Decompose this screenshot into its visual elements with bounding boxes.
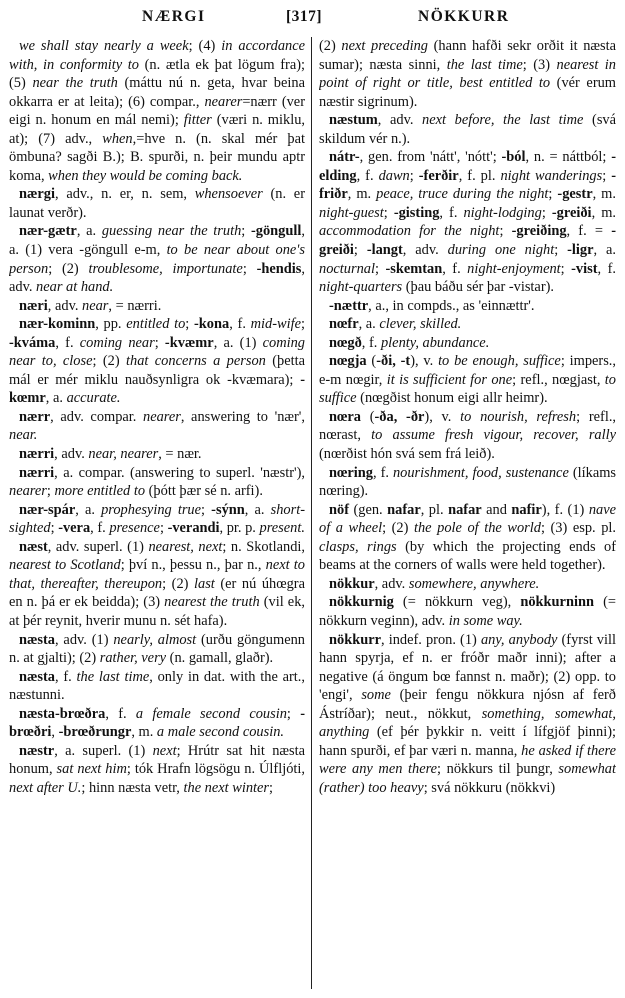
entry-text: , f. [439,204,464,221]
entry-text: , = nær. [158,446,202,463]
entry-text: ), f. (1) [541,501,589,518]
headword: nöf [329,501,349,518]
headword: næri [19,297,48,314]
entry-text: ; [353,242,367,259]
entry-text: ; (3) [522,56,557,73]
gloss-text: to be near about one's person [9,242,305,277]
dictionary-entry [319,408,616,464]
headword: -vist [571,260,598,277]
gloss-text: coming near [79,334,155,351]
dictionary-entry [9,445,305,464]
gloss-text: troublesome, importunate [88,260,243,277]
gloss-text: near the truth [32,75,118,92]
entry-text: ; n. Skotlandi, [222,538,305,555]
entry-text: (urðu göngumenn n. at gjalti); (2) [9,631,305,667]
headword: nærri [19,446,55,463]
dictionary-entry [9,668,305,705]
dictionary-entry [319,297,616,316]
entry-text: ; nökkurs til þungr, [437,761,559,778]
headword: nær-spár [19,501,76,518]
gloss-text: next after U. [9,779,82,796]
dictionary-entry [319,111,616,148]
headword: -ferðir [418,167,459,184]
entry-text: ; refl., nœrast, [319,408,616,444]
gloss-text: nourishment, food, sustenance [392,464,569,481]
entry-text: , f. [372,464,393,481]
headword: nökkurnig [329,594,394,611]
entry-text: , adv. [9,260,305,296]
gloss-text: fitter [183,112,212,129]
headword: næsta [19,668,55,685]
entry-text: (er nú úhœgra en n. þá er ek beidda); (3) [9,575,305,611]
entry-text: , adv. compar. [50,408,143,425]
headword: -ligr [567,242,594,259]
gloss-text: something, somewhat, anything [319,705,616,741]
entry-text: , f. [90,520,110,537]
dictionary-entry [9,538,305,631]
entry-text: ; tók Hrafn lögsögu n. Úlfljóti, [126,761,305,778]
headword: -greiði [551,204,592,221]
entry-text: , adv. [54,446,89,463]
gloss-text: short-sighted [9,501,305,537]
headword: nærri [19,464,55,481]
gloss-text: nearest to Scotland [9,557,121,574]
headword: nær-gætr [19,223,77,240]
gloss-text: night-lodging [463,204,542,221]
headword: næstr [19,742,55,759]
entry-text: ; (2) [48,260,89,277]
entry-text: , answering to 'nær', [180,408,305,425]
gloss-text: to be enough, suffice [438,353,561,370]
gloss-text: he asked if there were any men there [319,742,616,778]
dictionary-entry [319,575,616,594]
entry-text: , f. [105,705,136,722]
headword: nœra [329,408,361,425]
headword: nœgð [329,334,362,351]
gloss-text: accurate. [66,390,121,407]
entry-text: (fyrst vill hann spyrja, ef n. er fróðr maðr inni); after a negative (á öngum bœ fannst n. maðr); (2) opp. to 'engi', [319,631,616,704]
entry-text: ; [383,204,394,221]
page-number: [317] [286,8,323,25]
entry-text: , f. [54,668,77,685]
entry-text: ; refl., nœgjast, [512,371,605,388]
header-last-word: NÖKKURR [418,8,510,25]
gloss-text: to assume fresh vigour, recover, rally [371,427,616,444]
gloss-text: nearer [9,483,47,500]
entry-text: , adv., n. er, n. sem, [54,186,195,203]
entry-text: , m. [591,204,616,221]
entry-text: , adv. [377,112,423,129]
right-column [319,37,616,992]
page-header [0,0,625,34]
gloss-text: mid-wife [250,316,301,333]
entry-text: ; [241,223,251,240]
gloss-text: presence [109,520,160,537]
column-divider [311,37,312,989]
entry-text: ; [602,167,612,184]
headword: -nættr [329,297,369,314]
dictionary-entry [9,742,305,798]
entry-text: , [51,724,59,741]
entry-text: , a. compar. (answering to superl. 'næstr'), [54,464,305,481]
gloss-text: any, anybody [480,631,558,648]
headword: -göngull [251,223,302,240]
entry-text: ; [560,260,572,277]
headword: -ða, -ðr [374,408,425,425]
entry-text: ; [548,186,558,203]
dictionary-entry [319,464,616,501]
entry-text: , a. [244,501,271,518]
entry-text: , pr. p. [219,520,260,537]
entry-text: (máttu nú n. geta, hvar beina okkarra er at leita); (6) compar., [9,75,305,110]
entry-text: , only in dat. with the art., næstunni. [9,668,305,704]
gloss-text: when they would be coming back. [48,167,243,184]
headword: -elding [319,149,616,184]
entry-text: (þeir fengu nökkura njósn af ferð Ástríðar); neut., nökkut, [319,687,616,722]
gloss-text: sat next him [56,761,127,778]
gloss-text: nearest in point of right or title, best entitled to [319,56,616,92]
gloss-text: a male second cousin. [156,724,285,741]
entry-text: (n. ætla ek þat lögum fra); (5) [9,56,305,92]
gloss-text: clasps, rings [319,538,397,555]
headword: nœgja [329,353,367,370]
entry-text: ; (2) [92,353,127,370]
gloss-text: some [361,687,391,704]
dictionary-entry [319,631,616,798]
entry-text: ; (4) [188,38,222,54]
entry-text: (hann hafði sekr orðit it næsta sumar); næsta sinni, [319,38,616,73]
entry-text: ; (3) esp. pl. [540,520,616,537]
entry-text: , a., in compds., as 'einnættr'. [368,297,535,314]
entry-text: , a. (1) [213,334,263,351]
headword: -gisting [393,204,440,221]
headword: næsta-brœðra [19,705,106,722]
gloss-text: near. [9,427,38,444]
entry-text: ; hinn næsta vetr, [81,779,184,796]
gloss-text: the last time [76,668,150,685]
entry-text: =nærr (ver eigi n. honum en mál nemi); [9,93,305,129]
gloss-text: more entitled to [54,483,146,500]
headword: -gestr [557,186,593,203]
entry-text: ( [360,408,375,425]
entry-text: , pl. [420,501,449,518]
headword: næsta [19,631,55,648]
entry-text: ; [159,520,168,537]
headword: nafar [387,501,421,518]
entry-text: ,=hve n. (n. skal mér þat ömbuna? sagði B.); B. spurði, n. þeir mundu aptr koma, [9,130,305,184]
headword: nærr [19,408,51,425]
gloss-text: a female second cousin [135,705,287,722]
gloss-text: guessing near the truth [101,223,242,240]
gloss-text: next [152,742,177,759]
dictionary-entry [319,334,616,353]
gloss-text: nearer [143,408,181,425]
entry-text: ; [499,223,512,240]
entry-text: ; [185,316,195,333]
gloss-text: rather, very [99,650,167,667]
dictionary-entry [9,185,305,222]
gloss-text: the last time [446,56,523,73]
dictionary-entry [319,148,616,296]
headword: næst [19,538,48,555]
entry-text: ; [201,501,212,518]
entry-text: ; [409,167,419,184]
headword: -kœmr [9,371,305,407]
headword: -langt [366,242,403,259]
entry-text: ), v. [410,353,439,370]
gloss-text: that concerns a person [126,353,266,370]
entry-text: (þótt þær sé n. arfi). [145,483,263,500]
dictionary-entry [319,352,616,408]
headword: -ði, -t [376,353,411,370]
headword: nökkur [329,575,375,592]
dictionary-entry [9,705,305,742]
entry-text: , f. = [566,223,612,240]
dictionary-entry [9,222,305,296]
entry-text: (ef þér þykkir n. veitt í lífgjöf þinni); hann spurði, ef þar væri n. manna, [319,724,616,759]
gloss-text: next preceding [341,38,429,54]
entry-text: ), v. [424,408,461,425]
headword: nærgi [19,186,55,203]
entry-text: , f. [597,260,616,277]
headword: -kona [194,316,230,333]
gloss-text: during one night [447,242,555,259]
entry-text: (nœrðist hón svá sem frá leið). [319,446,495,463]
entry-text: , adv. (1) [54,631,114,648]
gloss-text: coming near to, close [9,334,305,370]
headword: -brœðri [9,705,305,741]
entry-text: ; impers., e-m nœgir, [319,353,616,388]
dictionary-entry [9,501,305,538]
headword: nafir [511,501,542,518]
entry-text: (n. er launat verðr). [9,186,305,221]
entry-text: (2) [319,38,342,54]
entry-text: ; (2) [162,575,195,592]
entry-text: , a. [75,501,102,518]
headword: -verandi [167,520,220,537]
gloss-text: last [194,575,215,592]
gloss-text: to suffice [319,371,616,407]
gloss-text: night-guest [319,204,384,221]
entry-text: (þetta mál er mér miklu nauðsynligra ok -kvæmara); [9,353,305,388]
entry-text: ; [269,779,274,796]
entry-text: ; [374,260,386,277]
headword: -friðr [319,167,616,203]
entry-text: ; [286,705,301,722]
entry-text: , m. [131,724,157,741]
entry-text: ; [554,242,568,259]
entry-text: (væri n. miklu, at); (7) adv., [9,112,305,147]
entry-text: ; [301,316,305,333]
headword: næstum [329,112,378,129]
dictionary-entry [9,464,305,501]
entry-text: , m. [592,186,616,203]
entry-text: , f. [442,260,468,277]
gloss-text: nave of a wheel [319,501,616,537]
gloss-text: nearer [204,93,243,110]
headword: -greiðing [511,223,567,240]
gloss-text: next to that, thereafter, thereupon [9,557,305,592]
entry-text: , adv. [402,242,448,259]
entry-text: , f. [361,334,381,351]
headword: -greiði [319,223,616,259]
entry-text: and [481,501,512,518]
gloss-text: nearest the truth [164,594,260,611]
gloss-text: somewhat (rather) too heavy [319,761,616,796]
gloss-text: the next winter [183,779,270,796]
entry-text: , = nærri. [108,297,162,314]
headword: nátr- [329,149,360,166]
entry-text: ; [154,334,165,351]
entry-text: , f. pl. [458,167,501,184]
entry-text: ; [242,260,257,277]
gloss-text: night-quarters [319,279,403,296]
headword: -ból [501,149,526,166]
gloss-text: nearest, next [148,538,223,555]
headword: -kvæmr [164,334,214,351]
entry-text: (nœgðist honum eigi allr heimr). [356,390,548,407]
entry-text: , adv. [374,575,409,592]
gloss-text: near [82,297,109,314]
gloss-text: it is sufficient for one [386,371,513,388]
entry-text: , n. = náttból; [525,149,612,166]
entry-text: (vér erum næstir sigrinum). [319,75,616,110]
entry-text: , indef. pron. (1) [380,631,481,648]
entry-text: , a. superl. (1) [54,742,153,759]
entry-text: , adv. superl. (1) [47,538,149,555]
headword: nökkurr [329,631,381,648]
gloss-text: near, nearer [88,446,159,463]
dictionary-entry [319,593,616,630]
entry-text: , gen. from 'nátt', 'nótt'; [359,149,502,166]
entry-text: , a. [593,242,616,259]
entry-text: (= nökkurn veginn), adv. [319,594,616,629]
gloss-text: nocturnal [319,260,375,277]
entry-text: ( [366,353,377,370]
entry-text: (líkams nœring). [319,464,616,500]
headword: nafar [448,501,482,518]
entry-text: (þau báðu sér þar -vistar). [402,279,554,296]
entry-text: (svá skildum vér n.). [319,112,616,147]
dictionary-entry [9,37,305,185]
headword: nœring [329,464,373,481]
header-first-word: NÆRGI [142,8,206,25]
headword: -skemtan [385,260,443,277]
gloss-text: entitled to [126,316,186,333]
entry-text: (by which the projecting ends of beams at the corners of walls were held together). [319,538,616,574]
gloss-text: in some way. [448,612,523,629]
entry-text: ; svá nökkuru (nökkvi) [423,779,556,796]
gloss-text: to nourish, refresh [460,408,577,425]
dictionary-entry [319,501,616,575]
gloss-text: night-enjoyment [467,260,561,277]
headword: -hendis [256,260,302,277]
entry-text: ; [46,483,55,500]
gloss-text: peace, truce during the night [376,186,549,203]
gloss-text: clever, skilled. [379,316,462,333]
entry-text: , a. [45,390,67,407]
headword: nær-kominn [19,316,96,333]
headword: nökkurninn [520,594,594,611]
gloss-text: plenty, abundance. [380,334,490,351]
entry-text: (vil ek, at þér reynit, hverir munu n. sét hafa). [9,594,305,629]
headword: nœfr [329,316,359,333]
entry-text: ; [50,520,59,537]
entry-text: , a. (1) vera -göngull e-m, [9,223,305,259]
entry-text: ; Hrútr sat hit næsta honum, [9,742,305,778]
gloss-text: nearly, almost [113,631,197,648]
dictionary-entry [319,315,616,334]
dictionary-entry [9,297,305,316]
entry-text: (= nökkurn veg), [393,594,521,611]
gloss-text: somewhere, anywhere. [408,575,540,592]
entry-text: , a. [358,316,380,333]
headword: -brœðrungr [58,724,132,741]
entry-text: , adv. [47,297,83,314]
entry-text: ; því n., þessu n., þar n., [120,557,266,574]
gloss-text: accommodation for the night [319,223,500,240]
headword: -vera [58,520,91,537]
gloss-text: the pole of the world [413,520,541,537]
entry-text: , a. [76,223,102,240]
gloss-text: night wanderings [500,167,603,184]
gloss-text: present. [259,520,305,537]
entry-text: (n. gamall, glaðr). [166,650,274,667]
left-column [9,37,305,992]
entry-text: ; [541,204,552,221]
entry-text: , f. [356,167,379,184]
dictionary-entry [9,408,305,445]
entry-text: , pp. [95,316,127,333]
dictionary-entry [9,631,305,668]
dictionary-entry [319,37,616,111]
headword: -kváma [9,334,56,351]
gloss-text: prophesying true [101,501,202,518]
headword: -sýnn [211,501,245,518]
entry-text: , f. [55,334,80,351]
gloss-text: near at hand. [36,279,114,296]
entry-text: , m. [347,186,377,203]
entry-text: , f. [229,316,251,333]
gloss-text: we shall stay nearly a week [19,38,189,54]
entry-text: (gen. [349,501,388,518]
gloss-text: whensoever [194,186,263,203]
gloss-text: in accordance with, in conformity to [9,38,305,73]
dictionary-entry [9,315,305,408]
entry-text: ; (2) [382,520,414,537]
gloss-text: next before, the last time [422,112,584,129]
gloss-text: when [102,130,133,147]
gloss-text: dawn [378,167,410,184]
